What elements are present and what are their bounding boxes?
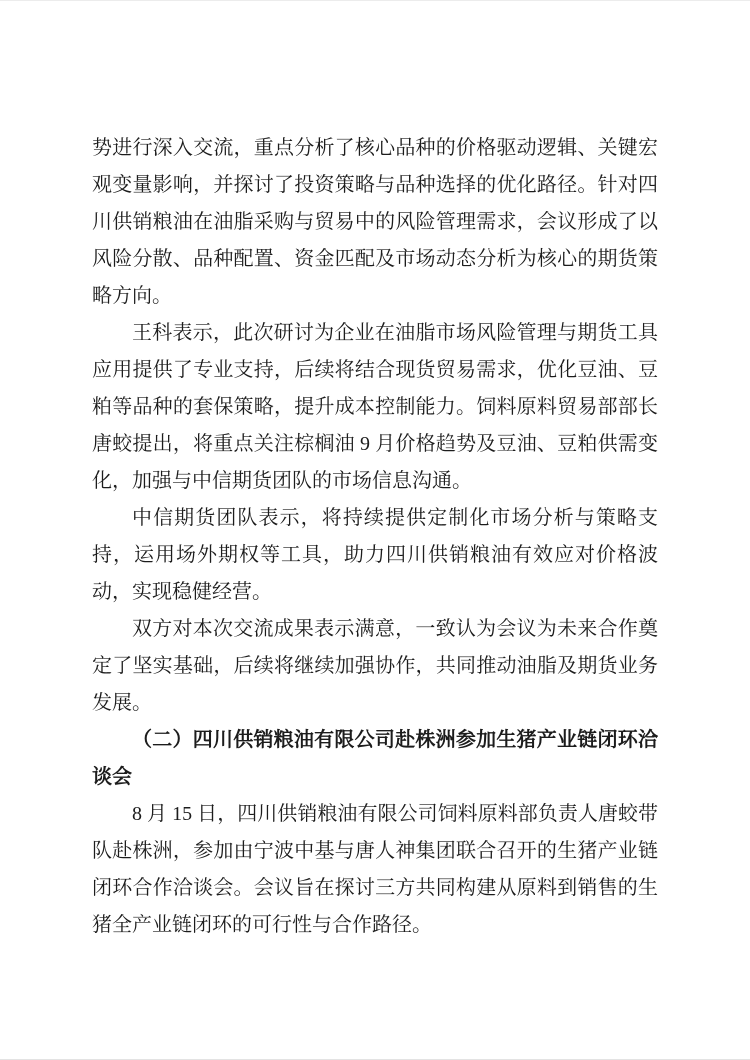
- paragraph: 中信期货团队表示，将持续提供定制化市场分析与策略支持，运用场外期权等工具，助力四川供销粮油有效应对价格波动，实现稳健经营。: [92, 507, 658, 603]
- document-body: [92, 130, 658, 944]
- paragraph: 8 月 15 日，四川供销粮油有限公司饲料原料部负责人唐蛟带队赴株洲，参加由宁波中基与唐人神集团联合召开的生猪产业链闭环合作洽谈会。会议旨在探讨三方共同构建从原料到销售的生猪全产业链闭环的可行性与合作路径。: [92, 803, 658, 936]
- section-heading: （二）四川供销粮油有限公司赴株洲参加生猪产业链闭环洽谈会: [92, 729, 658, 788]
- paragraph: 势进行深入交流，重点分析了核心品种的价格驱动逻辑、关键宏观变量影响，并探讨了投资策略与品种选择的优化路径。针对四川供销粮油在油脂采购与贸易中的风险管理需求，会议形成了以风险分散、品种配置、资金匹配及市场动态分析为核心的期货策略方向。: [92, 137, 658, 307]
- paragraph: 双方对本次交流成果表示满意，一致认为会议为未来合作奠定了坚实基础，后续将继续加强协作，共同推动油脂及期货业务发展。: [92, 618, 658, 714]
- paragraph: 王科表示，此次研讨为企业在油脂市场风险管理与期货工具应用提供了专业支持，后续将结合现货贸易需求，优化豆油、豆粕等品种的套保策略，提升成本控制能力。饲料原料贸易部部长唐蛟提出，将重点关注棕榈油 9 月价格趋势及豆油、豆粕供需变化，加强与中信期货团队的市场信息沟通。: [92, 322, 658, 492]
